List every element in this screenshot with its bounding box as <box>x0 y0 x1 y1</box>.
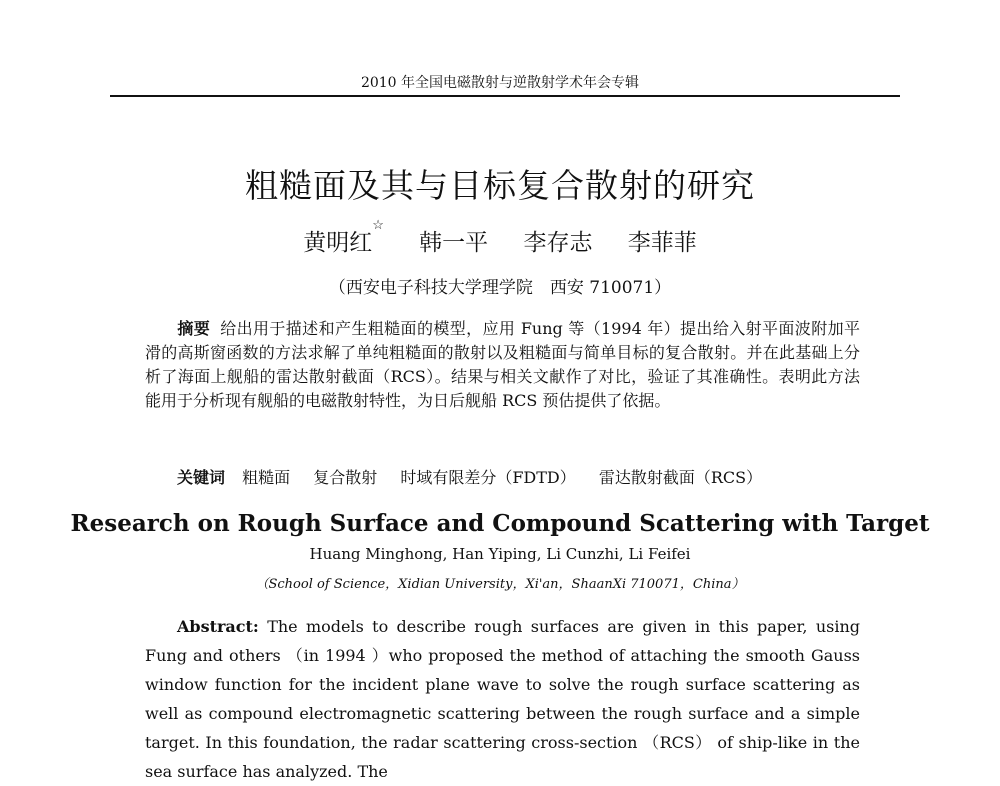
author: 韩一平 <box>419 230 489 256</box>
abstract-cn <box>145 317 860 413</box>
abstract-label-en: Abstract: <box>177 617 259 636</box>
affiliation-en: （School of Science，Xidian University，Xi'an，ShaanXi 710071，China） <box>255 577 745 592</box>
keyword: 复合散射 <box>313 468 378 487</box>
paper-title-cn: 粗糙面及其与目标复合散射的研究 <box>245 166 755 205</box>
keyword: 粗糙面 <box>242 468 291 487</box>
corresponding-mark: ☆ <box>372 218 384 233</box>
author: 李存志 <box>523 230 593 256</box>
abstract-label-cn: 摘要 <box>177 319 211 338</box>
keywords-label-cn: 关键词 <box>177 468 226 487</box>
keyword: 时域有限差分（FDTD） <box>400 468 576 487</box>
keywords-cn <box>177 465 867 488</box>
abstract-text-cn: 给出用于描述和产生粗糙面的模型，应用 Fung 等（1994 年）提出给入射平面波附加平滑的高斯窗函数的方法求解了单纯粗糙面的散射以及粗糙面与简单目标的复合散射。并在此基础上分析了海面上舰船的雷达散射截面（RCS）。结果与相关文献作了对比，验证了其准确性。表明此方法能用于分析现有舰船的电磁散射特性，为日后舰船 RCS 预估提供了依据。 <box>145 319 860 410</box>
author-list-en: Huang Minghong, Han Yiping, Li Cunzhi, Li Feifei <box>309 545 691 563</box>
abstract-text-en: The models to describe rough surfaces are given in this paper, using Fung and others （in 1994 ）who proposed the method of attaching the smooth Gauss window function for the incident plane wave to solve the rough surface scattering as well as compound electromagnetic scattering between the rough surface and a simple target. In this foundation, the radar scattering cross-section （RCS） of ship-like in the sea surface has analyzed. The <box>145 617 860 781</box>
keyword: 雷达散射截面（RCS） <box>598 468 763 487</box>
author <box>303 218 384 256</box>
author-list-cn <box>0 218 1000 257</box>
affiliation-cn: （西安电子科技大学理学院 西安 710071） <box>328 278 672 298</box>
author-name: 黄明红 <box>303 230 373 256</box>
paper-title-en: Research on Rough Surface and Compound Scattering with Target <box>70 510 930 537</box>
journal-header: 2010 年全国电磁散射与逆散射学术年会专辑 <box>360 75 640 91</box>
header-rule <box>110 95 900 97</box>
author: 李菲菲 <box>627 230 697 256</box>
